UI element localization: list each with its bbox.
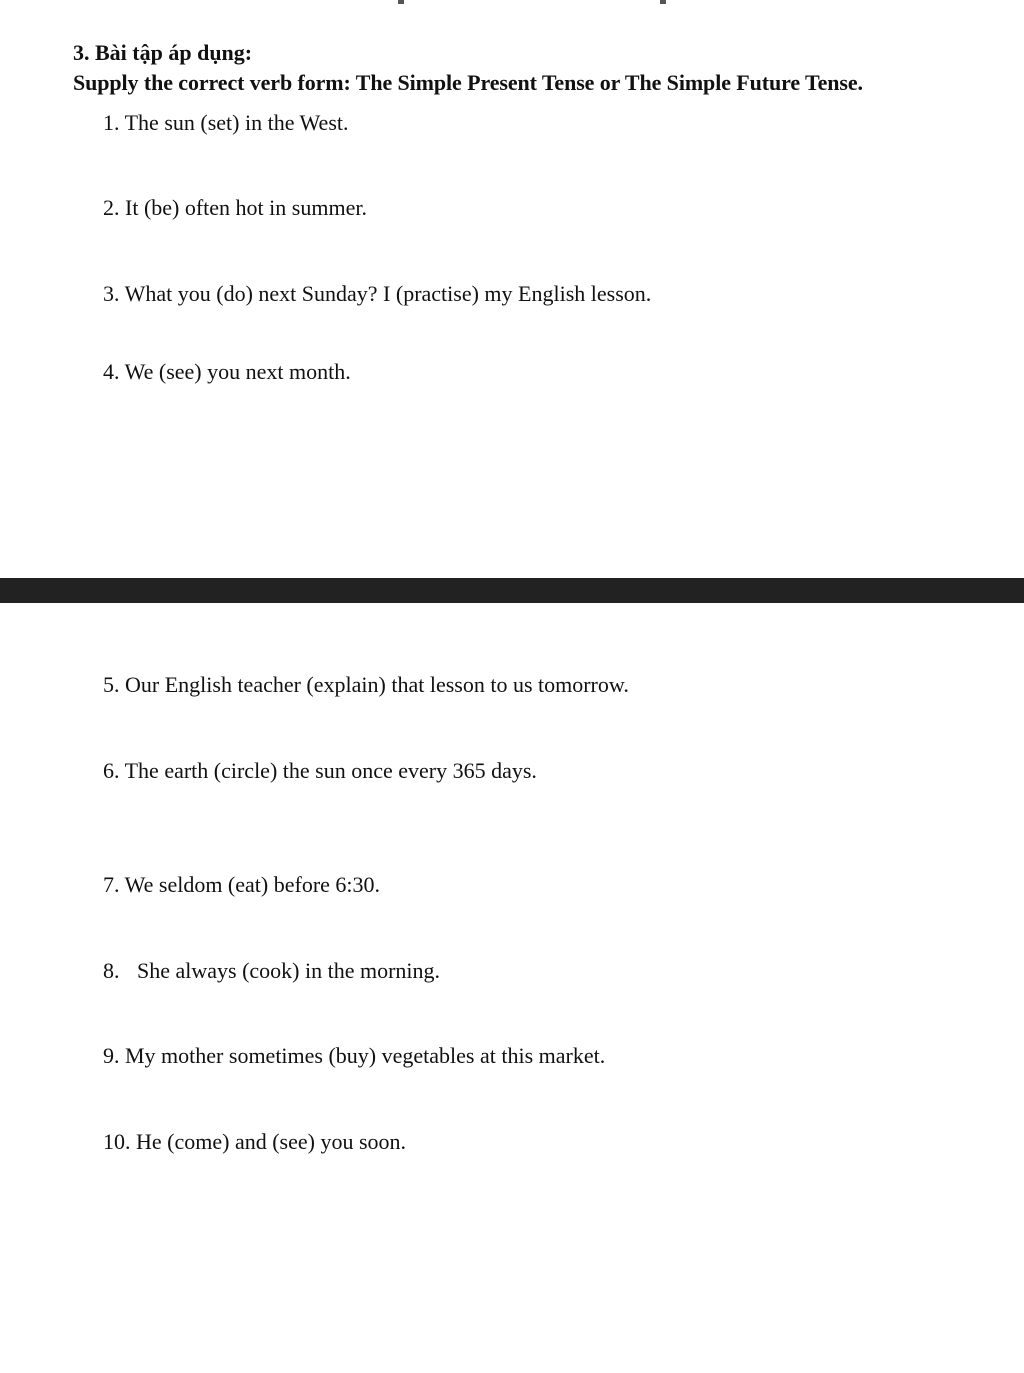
- scan-mark: [398, 0, 404, 4]
- exercise-item: [103, 1041, 605, 1071]
- item-text: The earth (circle) the sun once every 365 days.: [124, 758, 537, 783]
- item-text: We seldom (eat) before 6:30.: [124, 872, 381, 897]
- item-text: My mother sometimes (buy) vegetables at this market.: [125, 1043, 606, 1068]
- item-number: 5.: [103, 672, 120, 697]
- exercise-item: [103, 357, 351, 387]
- exercise-item: [103, 108, 349, 138]
- exercise-item: [103, 756, 537, 786]
- item-text: Our English teacher (explain) that lesson to us tomorrow.: [125, 672, 629, 697]
- item-number: 10.: [103, 1129, 131, 1154]
- item-text: What you (do) next Sunday? I (practise) my English lesson.: [124, 281, 652, 306]
- item-number: 2.: [103, 195, 120, 220]
- scan-mark: [660, 0, 666, 4]
- exercise-instruction: Supply the correct verb form: The Simple Present Tense or The Simple Future Tense.: [73, 70, 863, 95]
- item-text: She always (cook) in the morning.: [137, 958, 441, 983]
- item-number: 1.: [103, 110, 120, 135]
- item-number: 8.: [103, 958, 120, 983]
- exercise-item: [103, 193, 367, 223]
- item-number: 7.: [103, 872, 120, 897]
- page-divider-bar: [0, 578, 1024, 603]
- item-number: 6.: [103, 758, 120, 783]
- exercise-item: [103, 1127, 406, 1157]
- section-heading: 3. Bài tập áp dụng:: [73, 40, 253, 65]
- exercise-item: [103, 956, 440, 986]
- exercise-item: [103, 870, 380, 900]
- item-text: He (come) and (see) you soon.: [136, 1129, 407, 1154]
- item-number: 9.: [103, 1043, 120, 1068]
- item-text: We (see) you next month.: [124, 359, 351, 384]
- exercise-item: [103, 670, 629, 700]
- item-text: It (be) often hot in summer.: [125, 195, 367, 220]
- item-text: The sun (set) in the West.: [124, 110, 349, 135]
- item-number: 3.: [103, 281, 120, 306]
- item-number: 4.: [103, 359, 120, 384]
- exercise-item: [103, 279, 651, 309]
